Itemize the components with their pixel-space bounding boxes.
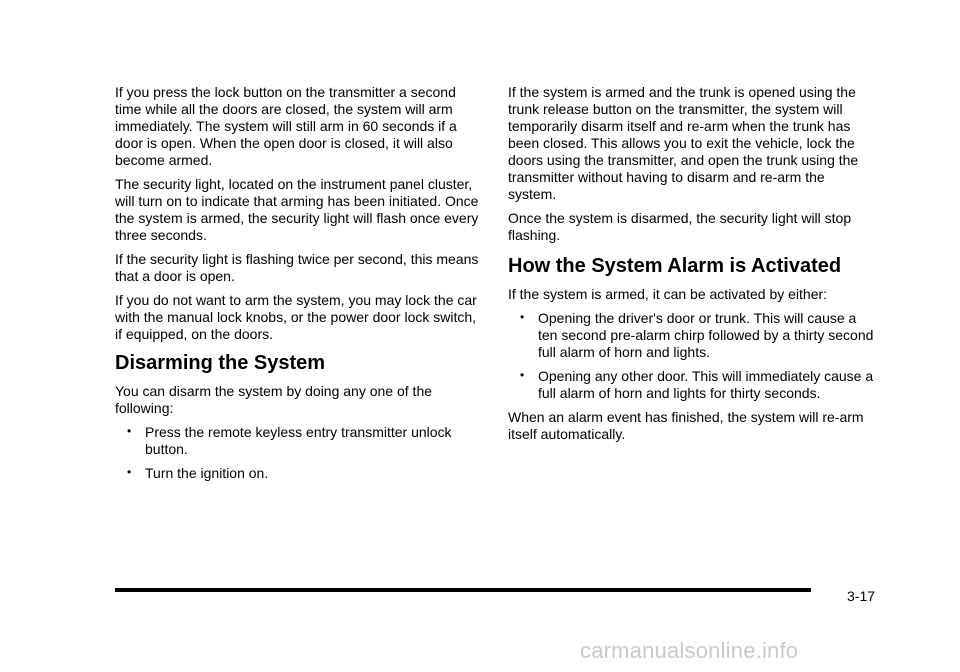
body-paragraph: If you press the lock button on the transmitter a second time while all the doors are closed, the system will arm immediately. The system will still arm in 60 seconds if a door is open. When the open door is closed, it will also become armed. — [115, 84, 457, 168]
list-item — [508, 368, 874, 402]
disarm-bullet-list — [115, 424, 481, 482]
body-paragraph: Once the system is disarmed, the security light will stop flashing. — [508, 210, 852, 243]
right-column — [508, 84, 874, 450]
bullet-icon: • — [520, 310, 525, 324]
body-paragraph: If you do not want to arm the system, you may lock the car with the manual lock knobs, or the power door lock switch, if equipped, on the doors. — [115, 292, 477, 342]
left-column — [115, 84, 481, 489]
alarm-bullet-list — [508, 310, 874, 402]
body-paragraph: If the system is armed and the trunk is opened using the trunk release button on the transmitter, the system will temporarily disarm itself and re-arm when the trunk has been closed. This allows you to exit the vehicle, lock the doors using the transmitter, and open the trunk using the transmitter without having to disarm and re-arm the system. — [508, 84, 859, 202]
watermark-text: carmanualsonline.info — [580, 638, 799, 663]
section-heading-alarm-activated: How the System Alarm is Activated — [508, 255, 842, 277]
section-heading-disarming: Disarming the System — [115, 352, 326, 374]
section-intro: If the system is armed, it can be activated by either: — [508, 286, 828, 302]
list-item — [115, 424, 481, 458]
list-item — [508, 310, 874, 361]
bullet-icon: • — [127, 465, 132, 479]
list-item-text: Turn the ignition on. — [145, 465, 269, 481]
list-item-text: Opening the driver's door or trunk. This will cause a ten second pre-alarm chirp followed by a thirty second full alarm of horn and lights. — [538, 310, 874, 360]
body-paragraph: If the security light is flashing twice per second, this means that a door is open. — [115, 251, 479, 284]
list-item — [115, 465, 481, 482]
section-intro: You can disarm the system by doing any one of the following: — [115, 383, 433, 416]
page-number: 3-17 — [847, 588, 876, 604]
bullet-icon: • — [520, 368, 525, 382]
body-paragraph: The security light, located on the instrument panel cluster, will turn on to indicate that arming has been initiated. Once the system is armed, the security light will flash once every three seconds. — [115, 176, 479, 243]
list-item-text: Opening any other door. This will immediately cause a full alarm of horn and lights for thirty seconds. — [538, 368, 874, 401]
closing-paragraph: When an alarm event has finished, the system will re-arm itself automatically. — [508, 409, 864, 442]
list-item-text: Press the remote keyless entry transmitter unlock button. — [145, 424, 452, 457]
bullet-icon: • — [127, 424, 132, 438]
footer-rule — [115, 588, 811, 592]
